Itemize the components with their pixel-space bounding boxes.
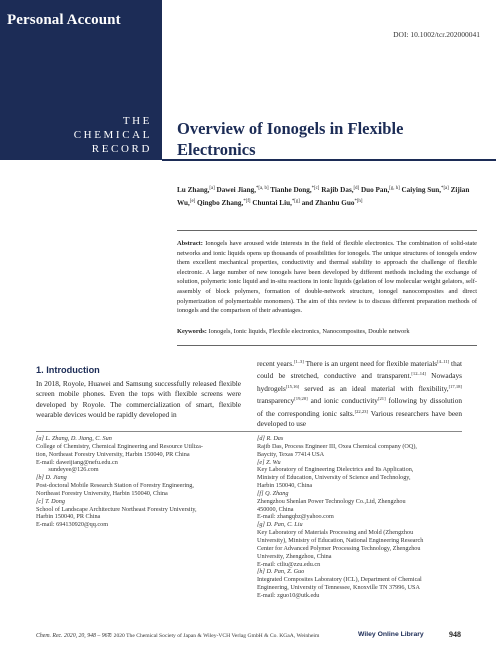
affiliation-line: Key Laboratory of Materials Processing and Mold (Zhengzhou — [257, 529, 414, 537]
author-name[interactable]: Qingbo Zhang, — [196, 199, 244, 207]
affiliation-line: E-mail: 694130920@qq.com — [36, 521, 109, 529]
author-affiliation-mark: *[a, b] — [256, 186, 269, 191]
abstract-label: Abstract: — [177, 240, 203, 247]
affiliation-line: E-mail: zhangqbz@yahoo.com — [257, 513, 334, 521]
citation[interactable]: [4–11] — [437, 359, 450, 364]
journal-name-line3: RECORD — [91, 143, 152, 155]
author-affiliation-mark: *[g] — [291, 199, 300, 204]
affiliation-line: [h] D. Pan, Z. Guo — [257, 568, 305, 576]
affiliation-line: [e] Z. Wu — [257, 458, 281, 466]
footer-copyright: © 2020 The Chemical Society of Japan & Wiley-VCH Verlag GmbH & Co. KGaA, Weinheim — [108, 633, 320, 639]
affiliation-line: Center for Advanced Polymer Processing Technology, Zhengzhou — [257, 544, 421, 552]
affiliation-line: [b] D. Jiang — [36, 474, 67, 482]
affiliation-line: Harbin 150040, PR China — [36, 513, 101, 521]
affiliation-line: E-mail: zguo10@utk.edu — [257, 591, 320, 599]
author-affiliation-mark: [e] — [189, 199, 196, 204]
doi-link[interactable]: DOI: 10.1002/tcr.202000041 — [393, 30, 480, 39]
keywords — [177, 327, 477, 337]
affiliation-line: University), Ministry of Education, National Engineering Research — [257, 536, 424, 544]
author-affiliation-mark: [g, h] — [389, 186, 400, 191]
affiliation-line: [f] Q. Zhang — [257, 489, 289, 497]
abstract — [177, 239, 477, 316]
journal-name-line1: THE — [122, 115, 152, 127]
affiliation-line: Integrated Composites Laboratory (ICL), Department of Chemical — [257, 576, 422, 584]
affiliations-right — [257, 435, 467, 600]
article-title — [177, 118, 447, 160]
affiliation-line: [d] R. Das — [257, 435, 284, 442]
citation[interactable]: [15,16] — [285, 383, 300, 389]
affiliation-line: Northeast Forestry University, Harbin 150040, China — [36, 489, 168, 497]
citation[interactable]: [1–3] — [293, 359, 304, 364]
affiliation-line: Post-doctoral Mobile Research Station of Forestry Engineering, — [36, 482, 194, 490]
author-name[interactable]: Lu Zhang, — [177, 186, 210, 194]
citation[interactable]: [17,18] — [448, 383, 462, 389]
affiliation-line: [a] L. Zhang, D. Jiang, C. Sun — [36, 435, 112, 442]
affiliation-line: 450000, China — [257, 505, 294, 513]
journal-banner — [0, 45, 162, 160]
author-affiliation-mark: [d] — [353, 186, 360, 191]
page-number: 948 — [449, 630, 461, 639]
affiliation-line: E-mail: ctliu@zzu.edu.cn — [257, 560, 321, 568]
journal-name-line2: CHEMICAL — [73, 129, 152, 141]
abstract-bottom-divider — [177, 345, 477, 346]
affiliation-line: [g] D. Pan, C. Liu — [257, 521, 303, 529]
affiliation-line: Rajib Das, Process Engineer III, Oxea Chemical company (OQ), — [257, 442, 417, 450]
affiliation-line: Zhengzhou Shenlan Power Technology Co.,Ltd, Zhengzhou — [257, 497, 406, 505]
author-affiliation-mark: *[c] — [311, 186, 320, 191]
affiliations-left — [36, 435, 241, 529]
author-name[interactable]: Tianhe Dong, — [270, 186, 312, 194]
affiliation-line: [c] T. Dong — [36, 497, 65, 505]
author-name[interactable]: and Zhanhu Guo — [301, 199, 355, 207]
article-title-line1: Overview of Ionogels in Flexible — [177, 119, 404, 138]
footer-online-library[interactable]: Wiley Online Library — [358, 631, 424, 638]
author-affiliation-mark: *[f] — [243, 199, 251, 204]
affiliation-line: University, Zhengzhou, China — [257, 552, 332, 560]
affiliation-line: E-mail: daweijiang@nefu.edu.cn — [36, 458, 118, 466]
section-heading: 1. Introduction — [36, 365, 100, 375]
abstract-text: Ionogels have aroused wide interests in the field of flexible electronics. The combination of solid-state networks and ionic liquids opens up thousands of possibilities for ionogels. The unique structures of ionogels endow them excellent mechanical properties, conductivity and thermal stability to approach the challenge of flexible electronic. A large number of new ionogels have been developed by different methods including the exchange of solution, polymeric ionic liquid and in-situ reactions in ionic liquids (gelation of low molecular weight gelators, self-assembly of block polymers, formation of double-network structure, ionogel nanocomposites and direct polymerization of polymerizable monomers). The aim of this review is to discuss different preparation methods of ionogels and the comparison of their advantages. — [177, 240, 477, 315]
article-title-line2: Electronics — [177, 140, 256, 159]
footer-journal-reference: Chem. Rec. 2020, 20, 948 – 967 — [36, 633, 111, 639]
keywords-label: Keywords: — [177, 328, 207, 335]
section-label: Personal Account — [7, 12, 121, 28]
author-list — [177, 183, 477, 209]
author-affiliation-mark: *[a] — [441, 186, 449, 191]
author-name[interactable]: Zijian Wu, — [177, 186, 470, 207]
affiliation-line: Engineering, University of Tennessee, Knoxville TN 37996, USA — [257, 584, 420, 592]
citation[interactable]: [22,23] — [354, 408, 368, 414]
author-name[interactable]: Duo Pan, — [360, 186, 390, 194]
affiliation-line: Harbin 150040, China — [257, 482, 313, 490]
citation[interactable]: [19,20] — [294, 396, 308, 402]
affiliation-line: Baycity, Texas 77414 USA — [257, 450, 325, 458]
affiliation-line: tion, Northeast Forestry University, Harbin 150040, PR China — [36, 450, 190, 458]
affiliation-line: sundeyee@126.com — [36, 466, 99, 474]
affiliations-divider — [36, 431, 462, 432]
affiliation-line: Key Laboratory of Engineering Dielectrics and Its Application, — [257, 466, 414, 474]
citation[interactable]: [12–14] — [411, 371, 426, 377]
keywords-text: Ionogels, Ionic liquids, Flexible electronics, Nanocomposites, Double network — [208, 328, 410, 335]
affiliation-line: School of Landscape Architecture Northeast Forestry University, — [36, 505, 197, 513]
author-name[interactable]: Chuntai Liu, — [252, 199, 292, 207]
author-affiliation-mark: [a] — [209, 186, 215, 191]
author-affiliation-mark: *[h] — [354, 199, 363, 204]
author-name[interactable]: Caiying Sun, — [401, 186, 442, 194]
citation[interactable]: [21] — [377, 396, 386, 402]
title-divider — [162, 159, 496, 161]
affiliation-line: College of Chemistry, Chemical Engineering and Resource Utiliza- — [36, 442, 203, 450]
author-name[interactable]: Dawei Jiang, — [216, 186, 257, 194]
intro-paragraph-right: recent years.[1–3] There is an urgent need for flexible materials[4–11] that could be stretched, conductive and transparent.[12–14] Nowadays hydrogels[15,16] served as an ideal material with flexibility,[17,18] transparency[19,20] and ionic conductivity[21] following by dissolution of the corresponding ionic salts.[22,23] Various researchers have been developed to use — [257, 359, 462, 429]
author-name[interactable]: Rajib Das, — [321, 186, 354, 194]
affiliation-line: Ministry of Education, University of Science and Technology, — [257, 474, 411, 482]
intro-paragraph-left: In 2018, Royole, Huawei and Samsung successfully released flexible screen mobile phones. Even the tops with flexible screens were developed by Royole. The commercialization of smart, flexible wearable devices would be rapidly developed in — [36, 379, 241, 420]
abstract-top-divider — [177, 230, 477, 231]
